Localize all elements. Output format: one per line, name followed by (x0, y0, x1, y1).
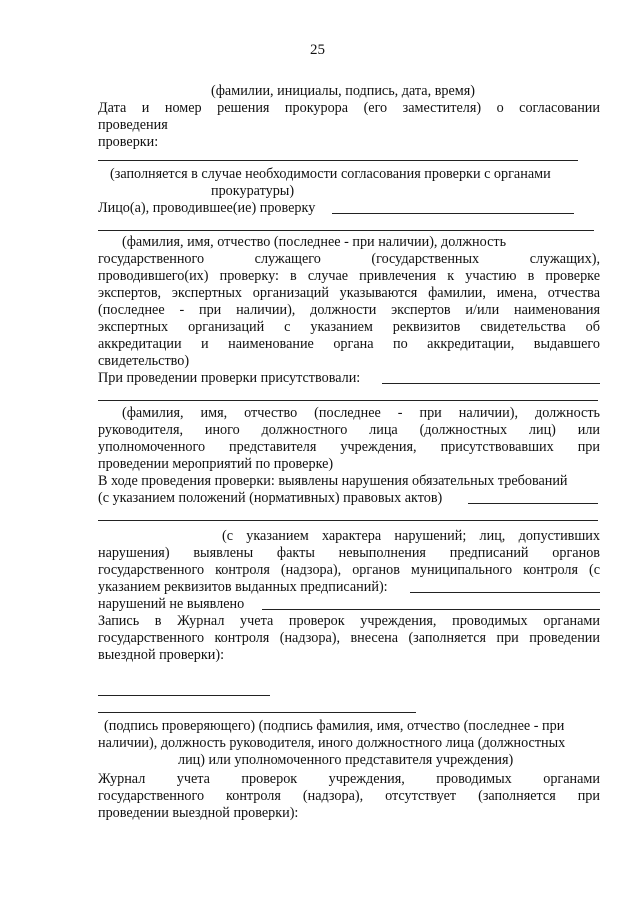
text-line: государственного контроля (надзора), отсутствует (заполняется при (98, 788, 600, 804)
caption-line: руководителя, иного должностного лица (должностных лиц) или (98, 422, 600, 438)
page-number: 25 (310, 42, 325, 58)
caption-line: (фамилия, имя, отчество (последнее - при наличии), должность (122, 234, 507, 250)
text-line: нарушения) выявлены факты невыполнения предписаний органов (98, 545, 600, 561)
signature-line (98, 712, 416, 713)
text-line: государственного контроля (надзора), внесена (заполняется при проведении (98, 630, 600, 646)
text-line: указанием реквизитов выданных предписаний): (98, 579, 388, 595)
text-line: Лицо(а), проводившее(ие) проверку (98, 200, 316, 216)
fill-line (332, 213, 574, 214)
text-line: проведения (98, 117, 168, 133)
fill-line (98, 160, 578, 161)
caption-signature: (фамилии, инициалы, подпись, дата, время) (211, 83, 476, 99)
fill-line (410, 592, 600, 593)
caption-line: свидетельство) (98, 353, 190, 369)
caption-line: (фамилия, имя, отчество (последнее - при наличии), должность (122, 405, 600, 421)
text-line: нарушений не выявлено (98, 596, 245, 612)
fill-line (382, 383, 600, 384)
caption-signature: (подпись проверяющего) (подпись фамилия, имя, отчество (последнее - при (104, 718, 565, 734)
caption-signature: наличии), должность руководителя, иного должностного лица (должностных (98, 735, 566, 751)
text-line: Запись в Журнал учета проверок учреждения, проводимых органами (98, 613, 600, 629)
text-line: проверки: (98, 134, 159, 150)
text-line: проведении выездной проверки): (98, 805, 299, 821)
fill-line (98, 400, 598, 401)
fill-line (262, 609, 600, 610)
caption-signature: лиц) или уполномоченного представителя учреждения) (178, 752, 514, 768)
caption-line: экспертов, экспертных организаций указываются фамилии, имена, отчества (98, 285, 600, 301)
text-line: выездной проверки): (98, 647, 225, 663)
caption-line: уполномоченного представителя учреждения, присутствовавших при (98, 439, 600, 455)
caption-line: экспертных организаций с указанием реквизитов свидетельства об (98, 319, 600, 335)
text-line: Дата и номер решения прокурора (его заместителя) о согласовании (98, 100, 600, 116)
text-line: При проведении проверки присутствовали: (98, 370, 361, 386)
caption-line: аккредитации и наименование органа по аккредитации, выдавшего (98, 336, 600, 352)
caption-note: прокуратуры) (211, 183, 295, 199)
caption-line: (с указанием характера нарушений; лиц, допустивших (222, 528, 600, 544)
text-line: В ходе проведения проверки: выявлены нарушения обязательных требований (98, 473, 568, 489)
fill-line (98, 520, 598, 521)
fill-line (98, 230, 594, 231)
caption-line: государственного служащего (государственных служащих), (98, 251, 600, 267)
fill-line (468, 503, 598, 504)
caption-line: (последнее - при наличии), должности экспертов и/или наименования (98, 302, 600, 318)
text-line: Журнал учета проверок учреждения, проводимых органами (98, 771, 600, 787)
caption-line: проводившего(их) проверку: в случае привлечения к участию в проверке (98, 268, 600, 284)
text-line: государственного контроля (надзора), органов муниципального контроля (с (98, 562, 600, 578)
caption-note: (заполняется в случае необходимости согласования проверки с органами (110, 166, 551, 182)
text-line: (с указанием положений (нормативных) правовых актов) (98, 490, 443, 506)
caption-line: проведении мероприятий по проверке) (98, 456, 334, 472)
signature-line (98, 695, 270, 696)
